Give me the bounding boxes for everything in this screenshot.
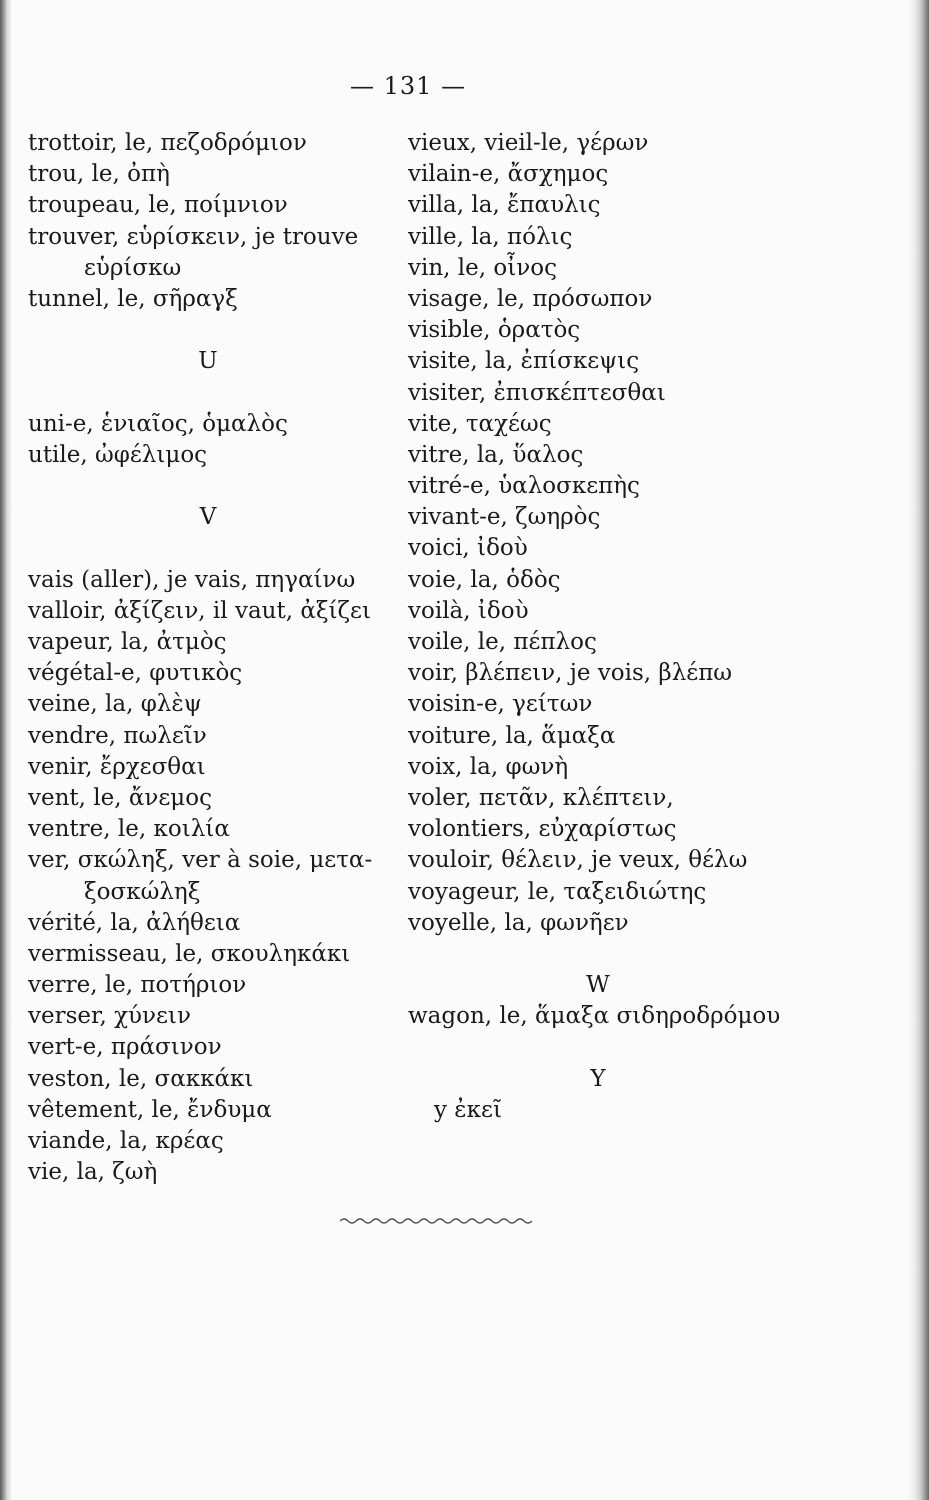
- glossary-entry: vermisseau, le, σκουληκάκι: [28, 940, 351, 967]
- glossary-entry: volontiers, εὐχαρίστως: [408, 816, 677, 843]
- glossary-entry: veston, le, σακκάκι: [28, 1065, 254, 1092]
- page-right-edge-shadow: [907, 0, 929, 1500]
- left-glossary-column: [28, 128, 408, 1188]
- glossary-entry: voile, le, πέπλος: [408, 629, 597, 655]
- glossary-entry: voisin-e, γείτων: [408, 691, 593, 718]
- spacer: [28, 471, 408, 502]
- glossary-entry: viande, la, κρέας: [28, 1128, 224, 1154]
- glossary-entry: voie, la, ὁδὸς: [408, 566, 561, 593]
- glossary-entry: visite, la, ἐπίσκεψις: [408, 348, 640, 375]
- glossary-entry: vêtement, le, ἔνδυμα: [28, 1096, 272, 1123]
- spacer: [408, 939, 806, 970]
- glossary-entry: troupeau, le, ποίμνιον: [28, 192, 288, 219]
- section-letter-heading: W: [586, 972, 610, 999]
- glossary-entry: vilain-e, ἄσχημος: [408, 161, 609, 188]
- glossary-entry: villa, la, ἔπαυλις: [408, 192, 601, 219]
- glossary-entry: veine, la, φλὲψ: [28, 691, 202, 718]
- glossary-entry: visage, le, πρόσωπον: [408, 285, 653, 312]
- glossary-entry: vin, le, οἶνος: [408, 254, 557, 281]
- glossary-entry: valloir, ἀξίζειν, il vaut, ἀξίζει: [28, 597, 371, 624]
- entry-continuation-line: εὑρίσκω: [84, 254, 182, 281]
- glossary-entry: voyageur, le, ταξειδιώτης: [408, 878, 707, 905]
- glossary-entry: trouver, εὑρίσκειν, je trouve: [28, 223, 359, 250]
- glossary-entry: vivant-e, ζωηρὸς: [408, 504, 601, 531]
- page-number: — 131 —: [350, 72, 467, 100]
- end-ornament-rule: [340, 1215, 536, 1227]
- glossary-entry: vais (aller), je vais, πηγαίνω: [28, 566, 356, 593]
- glossary-entry: wagon, le, ἅμαξα σιδηροδρόμου: [408, 1003, 781, 1030]
- glossary-entry: trou, le, ὀπὴ: [28, 161, 170, 188]
- glossary-entry: voix, la, φωνὴ: [408, 753, 569, 780]
- spacer: [408, 1032, 806, 1063]
- glossary-entry: venir, ἔρχεσθαι: [28, 753, 206, 780]
- glossary-entry: ventre, le, κοιλία: [28, 816, 230, 843]
- glossary-entry: visiter, ἐπισκέπτεσθαι: [408, 379, 666, 406]
- glossary-entry: vent, le, ἄνεμος: [28, 784, 212, 811]
- glossary-entry: trottoir, le, πεζοδρόμιον: [28, 130, 307, 156]
- glossary-entry: végétal-e, φυτικὸς: [28, 660, 243, 687]
- page-left-edge-shadow: [0, 0, 12, 1500]
- glossary-entry: utile, ὠφέλιμος: [28, 441, 208, 468]
- glossary-entry: vert-e, πράσινον: [28, 1034, 222, 1061]
- glossary-entry: verser, χύνειν: [28, 1003, 191, 1030]
- glossary-entry: vitre, la, ὕαλος: [408, 441, 584, 468]
- section-letter-heading: Y: [590, 1065, 606, 1092]
- glossary-entry: verre, le, ποτήριον: [28, 972, 247, 999]
- spacer: [28, 378, 408, 409]
- glossary-entry: vapeur, la, ἀτμὸς: [28, 629, 227, 655]
- glossary-entry: voyelle, la, φωνῆεν: [408, 909, 629, 936]
- glossary-entry: voilà, ἰδοὺ: [408, 597, 529, 624]
- glossary-entry: ville, la, πόλις: [408, 223, 573, 250]
- glossary-entry: vouloir, θέλειν, je veux, θέλω: [408, 847, 748, 874]
- glossary-entry: voler, πετᾶν, κλέπτειν,: [408, 784, 674, 811]
- glossary-entry: y ἐκεῖ: [434, 1096, 502, 1123]
- glossary-entry: vie, la, ζωὴ: [28, 1159, 158, 1186]
- glossary-entry: vite, ταχέως: [408, 410, 552, 437]
- glossary-entry: vieux, vieil-le, γέρων: [408, 130, 649, 156]
- spacer: [28, 533, 408, 564]
- glossary-entry: voir, βλέπειν, je vois, βλέπω: [408, 660, 733, 687]
- glossary-entry: ver, σκώληξ, ver à soie, μετα-: [28, 847, 373, 874]
- glossary-entry: vitré-e, ὑαλοσκεπὴς: [408, 473, 640, 500]
- glossary-entry: voici, ἰδοὺ: [408, 535, 528, 562]
- glossary-entry: visible, ὁρατὸς: [408, 317, 581, 344]
- right-glossary-column: [408, 128, 806, 1126]
- entry-continuation-line: ξοσκώληξ: [84, 878, 201, 905]
- spacer: [28, 315, 408, 346]
- section-letter-heading: V: [199, 504, 217, 531]
- section-letter-heading: U: [198, 348, 218, 375]
- glossary-entry: tunnel, le, σῆραγξ: [28, 285, 238, 312]
- glossary-entry: vérité, la, ἀλήθεια: [28, 909, 241, 936]
- glossary-entry: uni-e, ἑνιαῖος, ὁμαλὸς: [28, 410, 288, 437]
- glossary-entry: vendre, πωλεῖν: [28, 722, 207, 749]
- glossary-entry: voiture, la, ἅμαξα: [408, 722, 616, 749]
